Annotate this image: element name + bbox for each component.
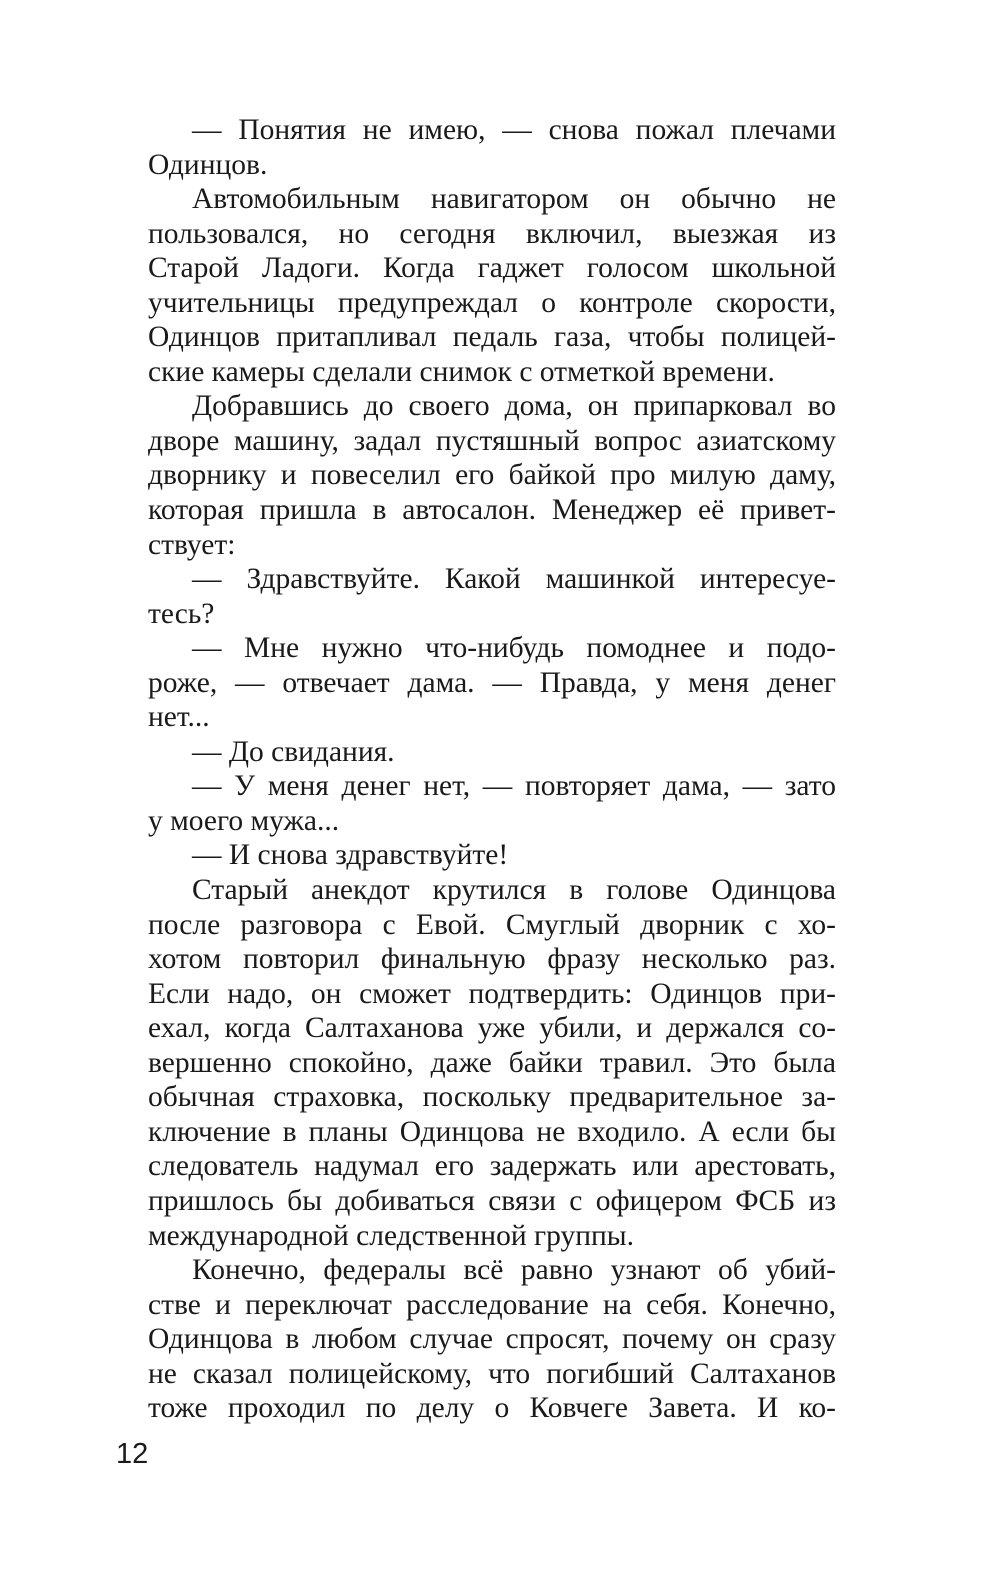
text-line: Одинцова в любом случае спросят, почему он сразу xyxy=(148,1323,836,1356)
text-line: которая пришла в автосалон. Менеджер её привет- xyxy=(148,494,836,527)
text-line: нет... xyxy=(148,701,210,734)
text-line: Старой Ладоги. Когда гаджет голосом школьной xyxy=(148,252,836,285)
text-line: Старый анекдот крутился в голове Одинцова xyxy=(192,874,836,907)
text-line: — Понятия не имею, — снова пожал плечами xyxy=(192,114,836,146)
text-line: ключение в планы Одинцова не входило. А если бы xyxy=(148,1115,836,1148)
text-line: международной следственной группы. xyxy=(148,1219,634,1252)
text-line: ствует: xyxy=(148,528,236,561)
text-line: — Мне нужно что-нибудь помоднее и подо- xyxy=(192,632,836,665)
text-line: не сказал полицейскому, что погибший Салтаханов xyxy=(148,1357,836,1390)
text-line: — Здравствуйте. Какой машинкой интересуе- xyxy=(192,563,836,596)
body-text xyxy=(148,113,836,1426)
page-number: 12 xyxy=(116,1438,149,1470)
text-line: учительницы предупреждал о контроле скорости, xyxy=(148,286,836,319)
text-line: тесь? xyxy=(148,597,215,630)
text-line: пришлось бы добиваться связи с офицером ФСБ из xyxy=(148,1184,836,1217)
text-line: хотом повторил финальную фразу несколько раз. xyxy=(148,943,836,976)
text-line: — До свидания. xyxy=(192,735,395,768)
text-line: Конечно, федералы всё равно узнают об убий- xyxy=(192,1254,836,1287)
text-line: следователь надумал его задержать или арестовать, xyxy=(148,1150,836,1183)
text-line: — И снова здравствуйте! xyxy=(192,839,509,872)
text-line: дворе машину, задал пустяшный вопрос азиатскому xyxy=(148,424,836,457)
text-line: Добравшись до своего дома, он припарковал во xyxy=(192,390,836,423)
text-line: ехал, когда Салтаханова уже убили, и держался со- xyxy=(148,1012,836,1045)
text-line: пользовался, но сегодня включил, выезжая из xyxy=(148,217,836,250)
text-line: у моего мужа... xyxy=(148,804,340,837)
text-line: Автомобильным навигатором он обычно не xyxy=(192,183,836,216)
text-line: вершенно спокойно, даже байки травил. Это была xyxy=(148,1046,836,1079)
text-line: — У меня денег нет, — повторяет дама, — зато xyxy=(192,770,836,803)
text-line: Одинцов притапливал педаль газа, чтобы полицей- xyxy=(148,321,836,354)
text-line: после разговора с Евой. Смуглый дворник с хо- xyxy=(148,908,836,941)
text-line: стве и переключат расследование на себя. Конечно, xyxy=(148,1288,836,1321)
text-line: Одинцов. xyxy=(148,148,268,181)
text-line: обычная страховка, поскольку предварительное за- xyxy=(148,1081,836,1114)
text-line: ские камеры сделали снимок с отметкой времени. xyxy=(148,355,775,388)
text-line: тоже проходил по делу о Ковчеге Завета. И ко- xyxy=(148,1392,836,1425)
text-line: Если надо, он сможет подтвердить: Одинцов при- xyxy=(148,977,836,1010)
text-line: роже, — отвечает дама. — Правда, у меня денег xyxy=(148,666,836,699)
text-line: дворнику и повеселил его байкой про милую даму, xyxy=(148,459,836,492)
